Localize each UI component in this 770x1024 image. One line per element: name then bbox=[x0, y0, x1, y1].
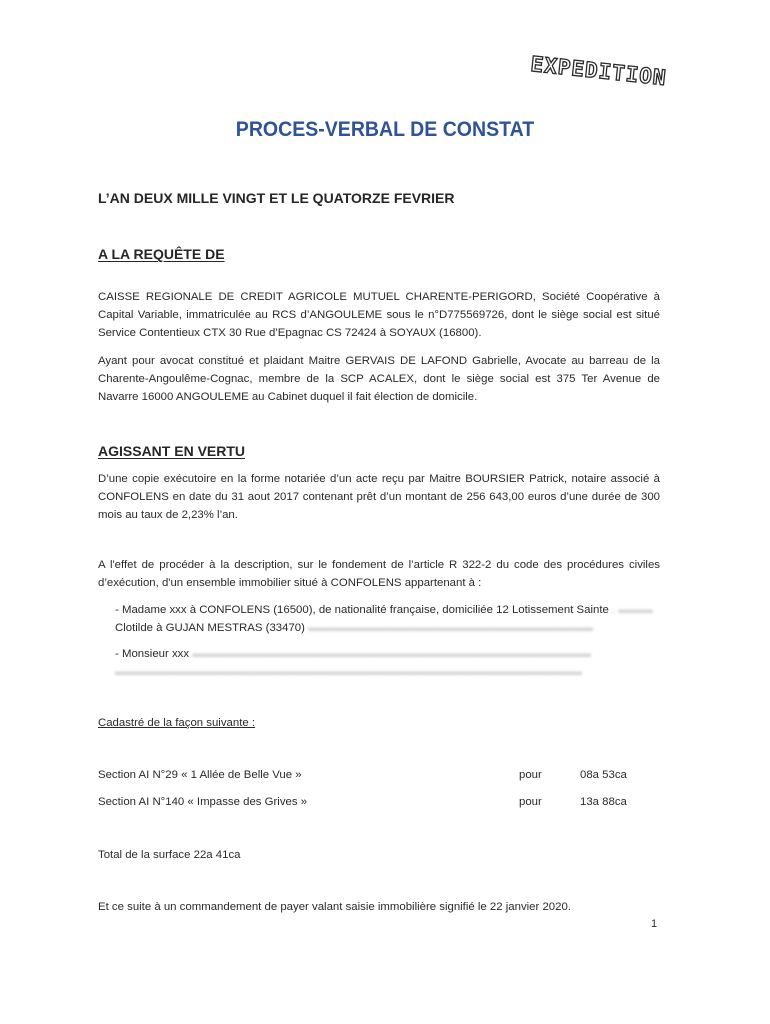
redacted-line: ▬▬▬▬▬▬▬▬▬▬▬▬▬▬▬▬▬▬▬▬▬▬▬▬▬▬▬▬▬▬▬▬▬▬▬▬▬▬▬▬▬ bbox=[115, 666, 583, 678]
document-title: PROCES-VERBAL DE CONSTAT bbox=[235, 118, 535, 141]
page-number: 1 bbox=[651, 918, 658, 930]
requete-paragraph-1: CAISSE REGIONALE DE CREDIT AGRICOLE MUTUEL CHARENTE-PERIGORD, Société Coopérative à Capital Variable, immatriculée au RCS d’ANGOULEME sous le n°D775569726, dont le siège social est situé Service Contentieux CTX 30 Rue d’Epagnac CS 72424 à SOYAUX (16800). bbox=[98, 291, 660, 339]
closing-paragraph: Et ce suite à un commandement de payer valant saisie immobilière signifié le 22 janvier 2020. bbox=[98, 901, 571, 913]
redacted-text: ▬▬▬▬▬▬▬▬▬▬▬▬▬▬▬▬▬▬▬▬▬▬▬▬▬ bbox=[308, 622, 593, 634]
cadastre-row-1-section: Section AI N°29 « 1 Allée de Belle Vue » bbox=[98, 769, 302, 781]
cadastre-row-2-surface: 13a 88ca bbox=[580, 796, 627, 808]
vertu-paragraph: D’une copie exécutoire en la forme notariée d’un acte reçu par Maitre BOURSIER Patrick, notaire associé à CONFOLENS en date du 31 aout 2017 contenant prêt d’un montant de 256 643,00 euros d’une durée de 300 mois au taux de 2,23% l’an. bbox=[98, 473, 660, 521]
requete-paragraph-2: Ayant pour avocat constitué et plaidant Maitre GERVAIS DE LAFOND Gabrielle, Avocate au barreau de la Charente-Angoulême-Cognac, membre de la SCP ACALEX, dont le siège social est 375 Ter Avenue de Navarre 16000 ANGOULEME au Cabinet duquel il fait élection de domicile. bbox=[98, 355, 660, 403]
date-line: L’AN DEUX MILLE VINGT ET LE QUATORZE FEVRIER bbox=[98, 190, 455, 206]
cadastre-total: Total de la surface 22a 41ca bbox=[98, 849, 241, 861]
cadastre-row-2-pour: pour bbox=[519, 796, 542, 808]
madame-text: - Madame xxx à CONFOLENS (16500), de nationalité française, domiciliée 12 Lotissement Sainte bbox=[115, 604, 609, 616]
monsieur-text: - Monsieur xxx bbox=[115, 648, 190, 660]
madame-line-2 bbox=[115, 622, 593, 634]
effet-paragraph: A l'effet de procéder à la description, sur le fondement de l’article R 322-2 du code des procédures civiles d’exécution, d'un ensemble immobilier situé à CONFOLENS appartenant à : bbox=[98, 559, 660, 589]
expedition-stamp: EXPEDITION bbox=[529, 52, 668, 91]
cadastre-heading: Cadastré de la façon suivante : bbox=[98, 717, 256, 729]
cadastre-row-1-surface: 08a 53ca bbox=[580, 769, 627, 781]
redacted-text: , ▬▬▬ bbox=[612, 604, 653, 616]
monsieur-line bbox=[115, 648, 591, 660]
requete-heading: A LA REQUÊTE DE bbox=[98, 246, 225, 262]
madame-line-1 bbox=[115, 604, 653, 616]
cadastre-row-2-section: Section AI N°140 « Impasse des Grives » bbox=[98, 796, 308, 808]
madame-address-text: Clotilde à GUJAN MESTRAS (33470) bbox=[115, 622, 305, 634]
redacted-text: ▬▬▬▬▬▬▬▬▬▬▬▬▬▬▬▬▬▬▬▬▬▬▬▬▬▬▬▬▬▬▬▬▬▬▬ bbox=[192, 648, 591, 660]
vertu-heading: AGISSANT EN VERTU bbox=[98, 443, 246, 459]
cadastre-row-1-pour: pour bbox=[519, 769, 542, 781]
